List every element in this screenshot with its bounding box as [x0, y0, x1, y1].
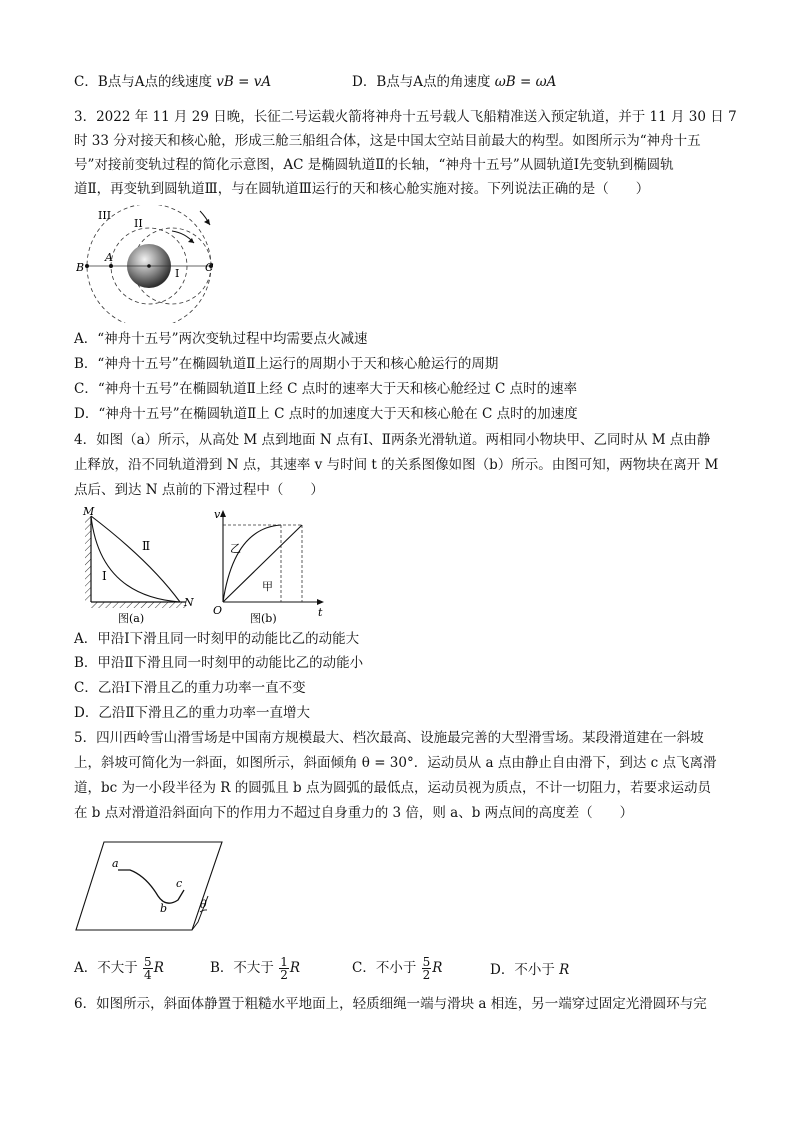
label-t: t: [318, 606, 323, 619]
q5-stem-line4: 在 b 点对滑道沿斜面向下的作用力不超过自身重力的 3 倍，则 a、b 两点间的高度差（ ）: [74, 805, 634, 821]
q2-option-c-formula: vB = vA: [216, 74, 272, 90]
q4-figure-b: [206, 506, 332, 626]
denominator: 2: [422, 968, 431, 982]
label-jia: 甲: [262, 580, 273, 593]
ski-track: [118, 870, 184, 903]
label-c: c: [176, 877, 183, 890]
q4-option-a: A．甲沿Ⅰ下滑且同一时刻甲的动能比乙的动能大: [74, 631, 360, 647]
denominator: 2: [280, 968, 288, 982]
q5-stem-line3: 道，bc 为一小段半径为 R 的圆弧且 b 点为圆弧的最低点，运动员视为质点，不计一切阻力，若要求运动员: [74, 780, 711, 796]
ground-hatch: [91, 602, 186, 608]
q4-stem-line1: 4．如图（a）所示，从高处 M 点到地面 N 点有Ⅰ、Ⅱ两条光滑轨道。两相同小物块甲、乙同时从 M 点由静: [74, 432, 711, 448]
label-b: B: [76, 261, 85, 274]
track-i: [91, 516, 180, 602]
label-a: A: [105, 251, 113, 264]
q2-option-d-text: D．B点与A点的角速度: [352, 74, 491, 90]
q5-option-b: [210, 956, 300, 981]
label-a: a: [112, 857, 119, 870]
numerator: 5: [422, 955, 431, 969]
q3-stem-line2: 时 33 分对接天和核心舱，形成三舱三船组合体，这是中国太空站目前最大的构型。如图所示为“神舟十五: [74, 133, 701, 149]
q5-option-a: [74, 956, 164, 981]
q6-stem-line1: 6．如图所示，斜面体静置于粗糙水平地面上，轻质细绳一端与滑块 a 相连，另一端穿过固定光滑圆环与完: [74, 996, 707, 1012]
q5-option-a-prefix: A．不大于: [74, 960, 138, 976]
label-n: N: [184, 596, 194, 609]
q2-option-d-formula: ωB = ωA: [494, 74, 557, 90]
q5-option-c-fraction: [422, 956, 432, 981]
q4-option-b: B．甲沿Ⅱ下滑且同一时刻甲的动能比乙的动能小: [74, 655, 364, 671]
denominator: 4: [144, 968, 152, 982]
q5-option-a-var: R: [153, 960, 164, 976]
q5-stem-line2: 上，斜坡可简化为一斜面，如图所示，斜面倾角 θ = 30°．运动员从 a 点由静止自由滑下，到达 c 点飞离滑: [74, 755, 717, 771]
q2-option-d: [352, 72, 556, 92]
v-axis-arrow: [220, 510, 226, 517]
caption-b: 图(b): [250, 612, 277, 625]
label-v: v: [214, 508, 221, 521]
q5-option-b-fraction: [279, 956, 289, 981]
label-track-ii: Ⅱ: [142, 539, 151, 553]
label-m: M: [83, 506, 95, 518]
label-iii: III: [98, 209, 112, 222]
q5-option-d-var: R: [559, 962, 570, 978]
label-c: C: [205, 261, 214, 274]
q5-option-c-prefix: C．不小于: [352, 960, 417, 976]
q5-stem-line1: 5．四川西岭雪山滑雪场是中国南方规模最大、档次最高、设施最完善的大型滑雪场。某段滑道建在一斜坡: [74, 730, 704, 746]
q3-option-c: C．“神舟十五号”在椭圆轨道Ⅱ上经 C 点时的速率大于天和核心舱经过 C 点时的速率: [74, 381, 578, 397]
q2-option-c: [74, 72, 271, 92]
q4-option-d: D．乙沿Ⅱ下滑且乙的重力功率一直增大: [74, 705, 310, 721]
q3-option-d: D．“神舟十五号”在椭圆轨道Ⅱ上 C 点时的加速度大于天和核心舱在 C 点时的加速度: [74, 406, 578, 422]
earth-center: [147, 264, 151, 268]
q5-option-d: [490, 960, 569, 980]
q5-option-a-fraction: [143, 956, 153, 981]
wall-hatch: [85, 516, 91, 602]
q5-option-c: [352, 956, 442, 981]
point-a: [109, 264, 113, 268]
q3-orbit-figure: [76, 205, 234, 323]
q4-stem-line3: 点后、到达 N 点前的下滑过程中（ ）: [74, 482, 324, 498]
label-yi: 乙: [230, 542, 241, 555]
t-axis-arrow: [317, 599, 324, 605]
q5-option-c-var: R: [432, 960, 443, 976]
label-i: I: [175, 267, 180, 280]
label-track-i: I: [102, 569, 107, 583]
q4-stem-line2: 止释放，沿不同轨道滑到 N 点，其速率 v 与时间 t 的关系图像如图（b）所示。由图可知，两物块在离开 M: [74, 457, 719, 473]
q3-option-a: A．“神舟十五号”两次变轨过程中均需要点火减速: [74, 331, 368, 347]
q2-option-c-text: C．B点与A点的线速度: [74, 74, 212, 90]
q3-stem-line3: 号”对接前变轨过程的简化示意图，AC 是椭圆轨道Ⅱ的长轴，“神舟十五号”从圆轨道Ⅰ先变轨到椭圆轨: [74, 157, 674, 173]
q3-option-b: B．“神舟十五号”在椭圆轨道Ⅱ上运行的周期小于天和核心舱运行的周期: [74, 356, 499, 372]
track-ii: [91, 516, 180, 602]
label-o: O: [213, 604, 223, 617]
q3-stem-line1: 3．2022 年 11 月 29 日晚，长征二号运载火箭将神舟十五号载人飞船精准送入预定轨道，并于 11 月 30 日 7: [74, 109, 737, 125]
q5-option-d-prefix: D．不小于: [490, 962, 560, 978]
label-b: b: [160, 902, 168, 915]
label-ii: II: [134, 217, 143, 230]
q4-figure-a: [80, 506, 202, 626]
q4-option-c: C．乙沿Ⅰ下滑且乙的重力功率一直不变: [74, 680, 306, 696]
label-theta: θ: [200, 898, 207, 911]
q5-option-b-prefix: B．不大于: [210, 960, 274, 976]
q5-slope-figure: [74, 838, 224, 936]
point-b: [85, 264, 89, 268]
caption-a: 图(a): [118, 612, 145, 625]
q3-stem-line4: 道Ⅱ，再变轨到圆轨道Ⅲ，与在圆轨道Ⅲ运行的天和核心舱实施对接。下列说法正确的是（ ）: [74, 181, 650, 197]
q5-option-b-var: R: [289, 960, 301, 976]
numerator: 5: [144, 955, 152, 969]
numerator: 1: [280, 955, 288, 969]
